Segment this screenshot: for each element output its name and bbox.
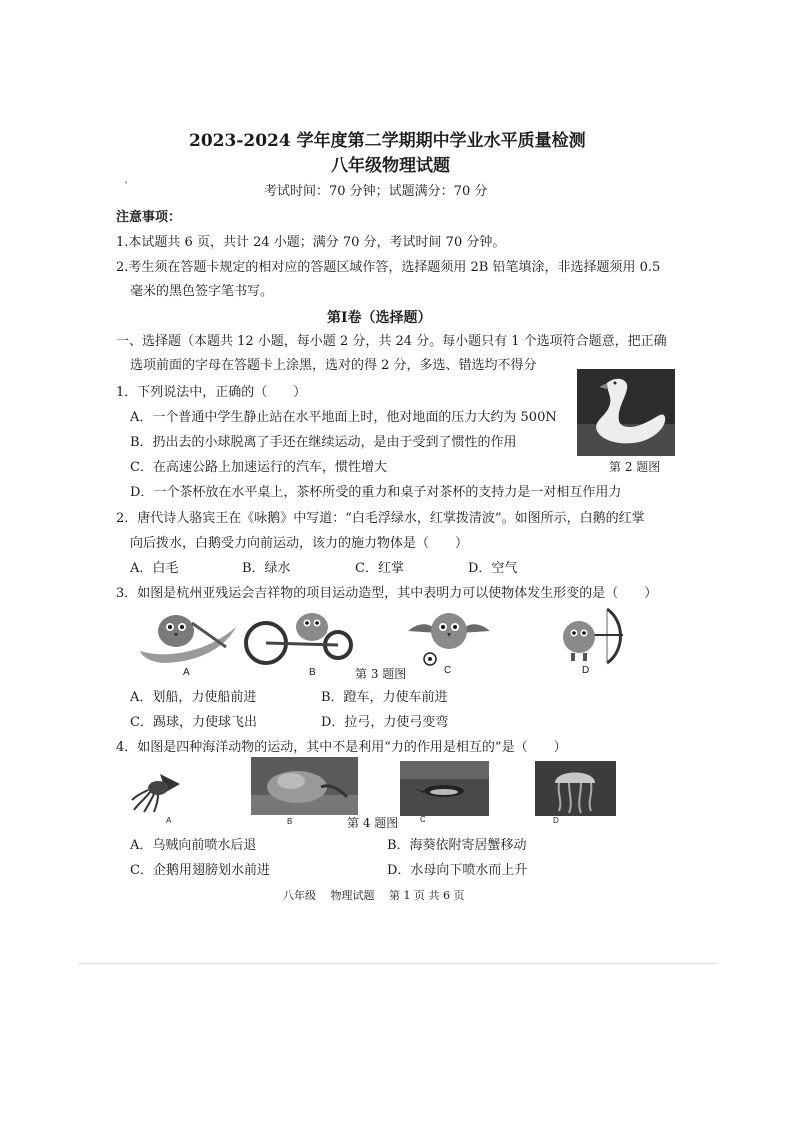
q2-option-b: B．绿水 bbox=[242, 561, 291, 576]
q3-option-d: D．拉弓，力使弓变弯 bbox=[321, 715, 449, 730]
q3-stem: 3．如图是杭州亚残运会吉祥物的项目运动造型，其中表明力可以使物体发生形变的是（ ） bbox=[116, 586, 658, 601]
scan-edge-line bbox=[78, 963, 718, 964]
notice-heading: 注意事项： bbox=[116, 210, 182, 225]
page-footer: 八年级 物理试题 第 1 页 共 6 页 bbox=[283, 889, 465, 902]
q2-stem: 2．唐代诗人骆宾王在《咏鹅》中写道：“白毛浮绿水，红掌拨清波”。如图所示，白鹅的红掌 bbox=[116, 511, 645, 526]
mascot-kicking-figure bbox=[404, 605, 494, 667]
section-heading: 第Ⅰ卷（选择题） bbox=[327, 310, 432, 326]
q1-stem: 1．下列说法中，正确的（ ） bbox=[116, 385, 307, 400]
q4-option-b: B．海葵依附寄居蟹移动 bbox=[387, 838, 527, 853]
q3-label-c: C bbox=[444, 665, 452, 676]
notice-item-2: 2.考生须在答题卡规定的相对应的答题区域作答，选择题须用 2B 铅笔填涂，非选择题须用 0.5 bbox=[116, 260, 661, 275]
q4-label-b: B bbox=[287, 817, 293, 826]
squid-figure bbox=[130, 770, 184, 814]
q1-option-d: D．一个茶杯放在水平桌上，茶杯所受的重力和桌子对茶杯的支持力是一对相互作用力 bbox=[130, 485, 622, 500]
q3-option-a: A．划船，力使船前进 bbox=[130, 690, 257, 705]
section-instructions-cont: 选项前面的字母在答题卡上涂黑，选对的得 2 分，多选、错选均不得分 bbox=[130, 358, 537, 373]
jellyfish-figure bbox=[535, 761, 616, 816]
q3-figure-caption: 第 3 题图 bbox=[355, 667, 407, 681]
mascot-archery-figure bbox=[553, 605, 627, 667]
q4-figure-caption: 第 4 题图 bbox=[347, 816, 399, 830]
q4-label-d: D bbox=[553, 816, 559, 825]
q3-option-b: B．蹬车，力使车前进 bbox=[321, 690, 448, 705]
section-instructions: 一、选择题（本题共 12 小题，每小题 2 分，共 24 分。每小题只有 1 个选项符合题意，把正确 bbox=[116, 334, 667, 349]
q4-option-a: A．乌贼向前喷水后退 bbox=[130, 838, 257, 853]
q4-label-a: A bbox=[166, 816, 172, 825]
mascot-cycling-figure bbox=[244, 605, 354, 669]
q3-label-b: B bbox=[309, 667, 316, 678]
q4-option-d: D．水母向下喷水而上升 bbox=[387, 863, 528, 878]
q3-option-c: C．踢球，力使球飞出 bbox=[130, 715, 257, 730]
swan-figure bbox=[577, 369, 675, 456]
exam-subtitle: 八年级物理试题 bbox=[331, 156, 450, 176]
exam-title: 2023-2024 学年度第二学期期中学业水平质量检测 bbox=[189, 131, 586, 151]
q4-option-c: C．企鹅用翅膀划水前进 bbox=[130, 863, 270, 878]
q2-option-d: D．空气 bbox=[468, 561, 518, 576]
q1-option-c: C．在高速公路上加速运行的汽车，惯性增大 bbox=[130, 460, 387, 475]
q1-option-b: B．扔出去的小球脱离了手还在继续运动，是由于受到了惯性的作用 bbox=[130, 435, 517, 450]
hermit-crab-anemone-figure bbox=[251, 757, 358, 815]
q4-label-c: C bbox=[420, 815, 426, 824]
exam-info: 考试时间：70 分钟；试题满分：70 分 bbox=[264, 184, 488, 199]
q2-figure-caption: 第 2 题图 bbox=[609, 460, 661, 474]
q1-option-a: A．一个普通中学生静止站在水平地面上时，他对地面的压力大约为 500N bbox=[130, 410, 557, 425]
stray-mark: ` bbox=[124, 182, 129, 193]
q4-stem: 4．如图是四种海洋动物的运动，其中不是利用“力的作用是相互的”是（ ） bbox=[116, 740, 567, 755]
notice-item-1: 1.本试题共 6 页，共计 24 小题；满分 70 分，考试时间 70 分钟。 bbox=[116, 235, 506, 250]
q2-stem-cont: 向后拨水，白鹅受力向前运动，该力的施力物体是（ ） bbox=[130, 536, 469, 551]
q2-option-a: A．白毛 bbox=[130, 561, 179, 576]
q3-label-a: A bbox=[183, 667, 190, 678]
penguin-swimming-figure bbox=[400, 761, 489, 816]
q3-label-d: D bbox=[582, 665, 590, 676]
mascot-rowing-figure bbox=[136, 607, 240, 667]
q2-option-c: C．红掌 bbox=[355, 561, 404, 576]
notice-item-2-cont: 毫米的黑色签字笔书写。 bbox=[130, 284, 274, 299]
